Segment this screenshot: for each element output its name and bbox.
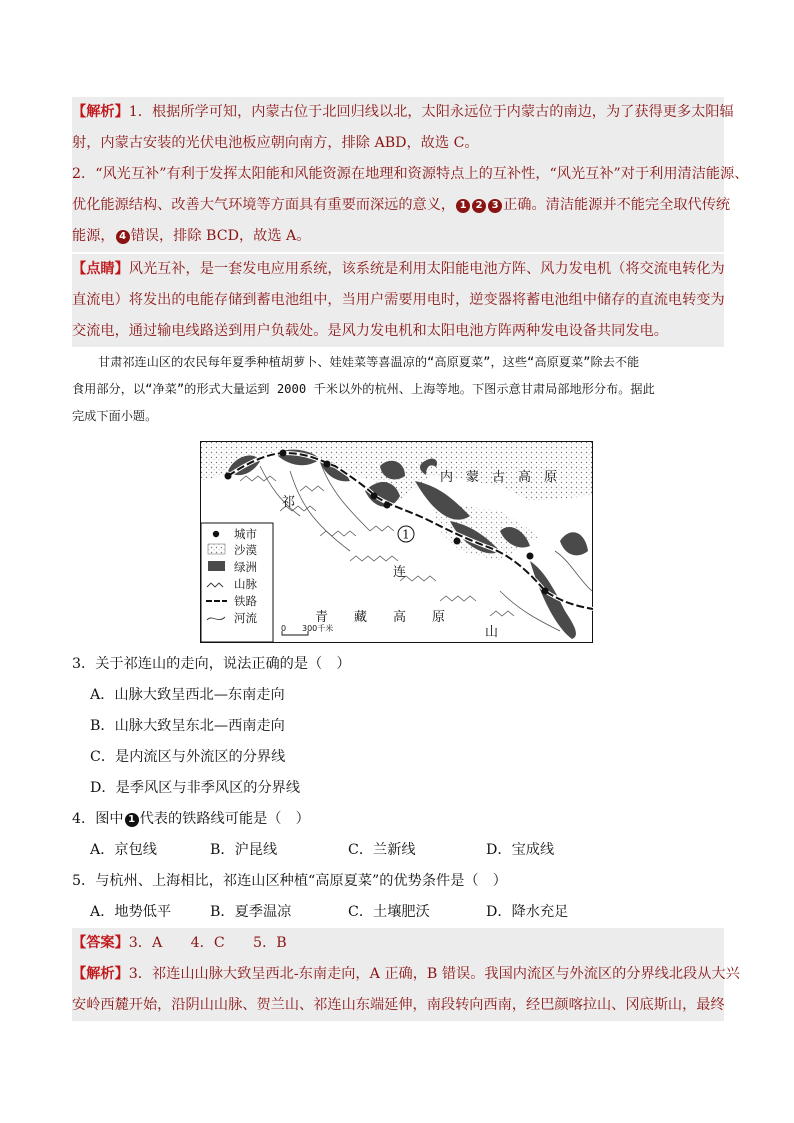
answer-line: 【答案】3．A 4．C 5．B <box>72 935 287 951</box>
label-inner-mongolia: 内 蒙 古 高 原 <box>440 470 558 485</box>
option-c: C．兰新线 <box>348 842 416 858</box>
legend-label: 河流 <box>234 611 257 625</box>
option-b: B．沪昆线 <box>210 842 278 858</box>
option-a: A．京包线 <box>90 842 157 858</box>
analysis-line: 安岭西麓开始，沿阴山山脉、贺兰山、祁连山东端延伸，南段转向西南，经巴颜喀拉山、冈底斯山，最终 <box>72 997 725 1013</box>
legend-label: 铁路 <box>234 594 257 608</box>
question-stem: 4．图中 1 代表的铁路线可能是（ ） <box>72 811 310 827</box>
option-c: C．土壤肥沃 <box>348 904 430 920</box>
legend-label: 山脉 <box>234 577 257 591</box>
analysis-line: 优化能源结构、改善大气环境等方面具有重要而深远的意义， 1 2 3 正确。清洁能源并不能完全取代传统 <box>72 197 731 213</box>
comment-line: 交流电，通过输电线路送到用户负载处。是风力发电机和太阳电池方阵两种发电设备共同发电。 <box>72 323 668 339</box>
question-stem: 3．关于祁连山的走向，说法正确的是（ ） <box>72 656 351 672</box>
analysis-block <box>72 97 749 252</box>
legend-city-icon <box>213 531 219 537</box>
option-d: D．是季风区与非季风区的分界线 <box>90 780 301 796</box>
gansu-terrain-map <box>200 441 593 643</box>
route-marker-label: 1 <box>402 527 410 542</box>
analysis-line: 射，内蒙古安装的光伏电池板应朝向南方，排除 ABD，故选 C。 <box>72 135 479 151</box>
circled-number: 1 <box>125 813 139 827</box>
analysis-tag: 【解析】 <box>72 966 129 982</box>
intro-line: 食用部分，以“净菜”的形式大量运到 2000 千米以外的杭州、上海等地。下图示意甘肃局部地形分布。据此 <box>72 382 655 396</box>
option-d: D．降水充足 <box>486 904 569 920</box>
option-a: A．地势低平 <box>90 904 172 920</box>
circled-number: 2 <box>472 199 486 213</box>
legend-label: 绿洲 <box>234 560 257 574</box>
option-b: B．山脉大致呈东北—西南走向 <box>90 718 285 734</box>
question-stem: 5．与杭州、上海相比，祁连山区种植“高原夏菜”的优势条件是（ ） <box>72 873 507 889</box>
intro-line: 完成下面小题。 <box>72 409 158 423</box>
scale-value: 300千米 <box>302 624 334 633</box>
comment-tag: 【点睛】 <box>72 261 129 277</box>
label-lian: 连 <box>393 565 407 580</box>
comment-line: 【点睛】风光互补，是一套发电应用系统，该系统是利用太阳能电池方阵、风力发电机（将交流电转化为 <box>72 261 725 277</box>
analysis-line: 【解析】3．祁连山山脉大致呈西北-东南走向，A 正确，B 错误。我国内流区与外流区的分界线北段从大兴 <box>72 966 740 982</box>
legend-label: 沙漠 <box>234 543 257 557</box>
intro-paragraph <box>72 349 724 430</box>
answer-tag: 【答案】 <box>72 935 129 951</box>
scale-zero: 0 <box>281 624 287 633</box>
option-a: A．山脉大致呈西北—东南走向 <box>90 687 285 703</box>
legend-oasis-icon <box>208 561 225 571</box>
label-shan: 山 <box>485 625 499 640</box>
analysis-line: 【解析】1．根据所学可知，内蒙古位于北回归线以北，太阳永远位于内蒙古的南边，为了获得更多太阳辐 <box>72 104 734 120</box>
circled-number: 4 <box>116 230 130 244</box>
option-c: C．是内流区与外流区的分界线 <box>90 749 286 765</box>
label-qi: 祁 <box>282 495 296 510</box>
comment-block <box>72 254 724 347</box>
legend-label: 城市 <box>234 527 257 541</box>
answer-block <box>72 928 740 1021</box>
intro-line: 甘肃祁连山区的农民每年夏季种植胡萝卜、娃娃菜等喜温凉的“高原夏菜”，这些“高原夏菜”除去不能 <box>98 355 640 369</box>
analysis-line: 2．“风光互补”有利于发挥太阳能和风能资源在地理和资源特点上的互补性，“风光互补”对于利用清洁能源、 <box>72 166 749 182</box>
analysis-line: 能源， 4 错误，排除 BCD，故选 A。 <box>72 228 311 244</box>
comment-line: 直流电）将发出的电能存储到蓄电池组中，当用户需要用电时，逆变器将蓄电池组中储存的直流电转变为 <box>72 292 725 308</box>
circled-number: 3 <box>488 199 502 213</box>
label-qingzang: 青 藏 高 原 <box>315 610 446 625</box>
option-d: D．宝成线 <box>486 842 555 858</box>
legend-desert-icon <box>208 544 225 554</box>
analysis-tag: 【解析】 <box>72 104 129 120</box>
circled-number: 1 <box>456 199 470 213</box>
option-b: B．夏季温凉 <box>210 904 292 920</box>
